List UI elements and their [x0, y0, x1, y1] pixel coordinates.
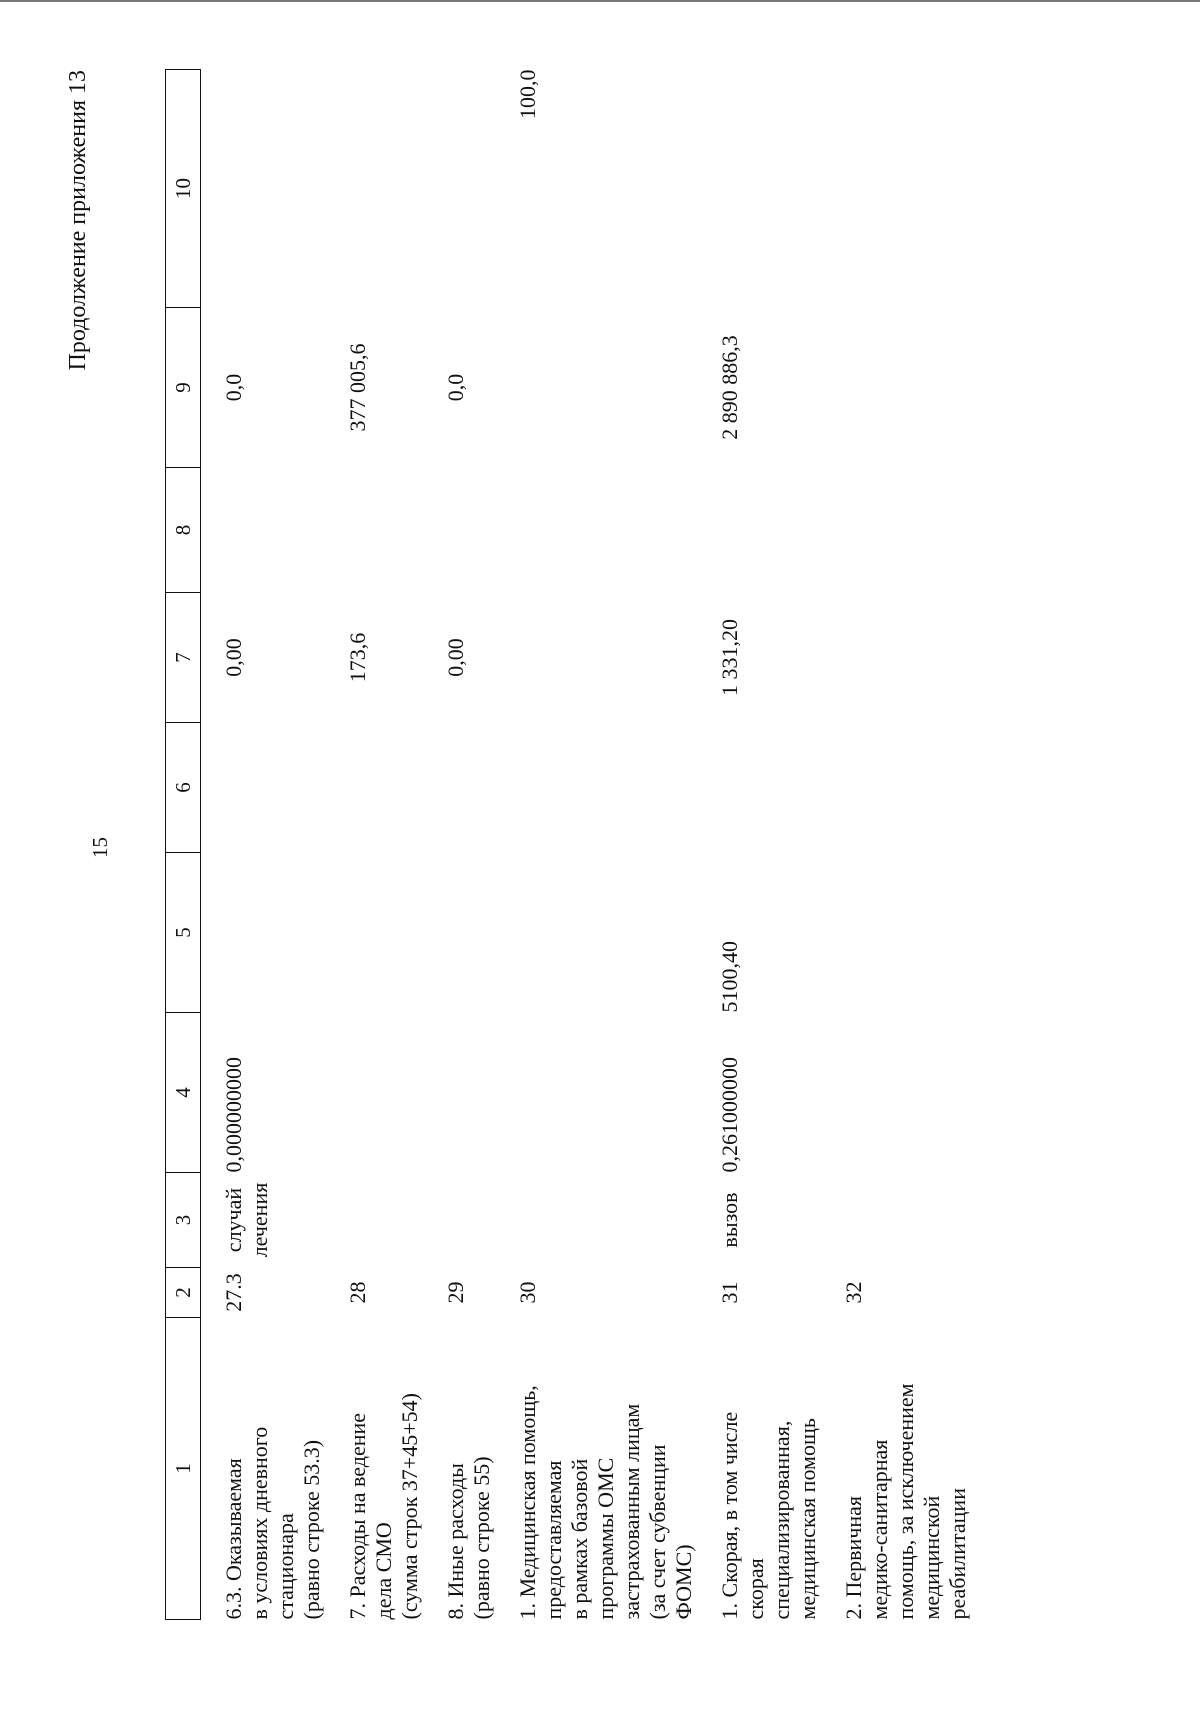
column-header-1: 1: [166, 1318, 201, 1620]
column-header-7: 7: [166, 593, 201, 723]
cell-col-9: 0,0: [443, 373, 468, 402]
unit-cell: [201, 1173, 326, 1268]
cell-col-4: [821, 1013, 971, 1173]
row-name-line: в условиях дневного: [247, 1426, 272, 1620]
row-name-line: реабилитации: [945, 1488, 970, 1620]
cell-col-4: [495, 1013, 697, 1173]
cell-col-7: 1 331,20: [717, 619, 742, 696]
unit-line: лечения: [247, 1182, 272, 1258]
row-name: [495, 1318, 697, 1620]
cell-col-9: [495, 308, 697, 468]
cell-col-8: [325, 468, 423, 593]
column-number-row: [166, 70, 201, 1620]
cell-col-7: 173,6: [345, 632, 370, 683]
column-header-2: 2: [166, 1268, 201, 1318]
scan-top-edge: [0, 0, 1200, 2]
page-number: 15: [88, 837, 112, 858]
unit-cell: [697, 1173, 821, 1268]
row-name: [821, 1318, 971, 1620]
row-name-line: 8. Иные расходы: [443, 1463, 468, 1620]
row-number: 30: [515, 1281, 540, 1304]
unit-cell: [325, 1173, 423, 1268]
cell-col-9: 0,0: [221, 373, 246, 402]
row-name-line: (за счет субвенции: [645, 1444, 670, 1620]
row-name-line: специализированная,: [769, 1420, 794, 1620]
row-name-line: дела СМО: [371, 1522, 396, 1620]
table-header: [166, 70, 201, 1620]
cell-col-9: 2 890 886,3: [717, 335, 742, 440]
cell-col-5: [423, 853, 495, 1013]
cell-col-10: [201, 70, 326, 308]
row-name-line: медицинская помощь: [795, 1418, 820, 1620]
row-name-line: в рамках базовой: [567, 1458, 592, 1620]
cell-col-5: 5100,40: [717, 941, 742, 1013]
row-name-line: помощь, за исключением: [893, 1383, 918, 1620]
cell-col-5: [821, 853, 971, 1013]
cell-col-5: [325, 853, 423, 1013]
cell-col-7: [495, 593, 697, 723]
unit-cell: [495, 1173, 697, 1268]
row-name-line: программы ОМС: [593, 1457, 618, 1620]
column-header-5: 5: [166, 853, 201, 1013]
row-number: 28: [345, 1281, 370, 1304]
row-name: [325, 1318, 423, 1620]
row-name-line: 6.3. Оказываемая: [221, 1458, 246, 1620]
cell-col-8: [201, 468, 326, 593]
column-header-4: 4: [166, 1013, 201, 1173]
cell-col-7: 0,00: [443, 638, 468, 677]
cell-col-6: [423, 723, 495, 853]
column-header-3: 3: [166, 1173, 201, 1268]
row-name-line: 1. Медицинская помощь,: [515, 1385, 540, 1620]
cell-col-9: 377 005,6: [345, 343, 370, 432]
row-name: [201, 1318, 326, 1620]
table-row: [201, 70, 326, 1620]
table-body: [201, 70, 972, 1620]
row-name-line: стационара: [273, 1513, 298, 1620]
cell-col-6: [495, 723, 697, 853]
column-header-9: 9: [166, 308, 201, 468]
row-name-line: 7. Расходы на ведение: [345, 1412, 370, 1620]
continuation-caption: Продолжение приложения 13: [65, 70, 91, 371]
data-table: [165, 69, 971, 1620]
cell-col-8: [423, 468, 495, 593]
row-name: [697, 1318, 821, 1620]
cell-col-7: [821, 593, 971, 723]
cell-col-10: [325, 70, 423, 308]
row-number: 31: [717, 1281, 742, 1304]
row-name: [423, 1318, 495, 1620]
column-header-10: 10: [166, 70, 201, 308]
cell-col-10: [423, 70, 495, 308]
row-number: 32: [841, 1281, 866, 1304]
unit-cell: [821, 1173, 971, 1268]
row-name-line: (сумма строк 37+45+54): [397, 1393, 422, 1620]
row-name-line: застрахованным лицам: [619, 1403, 644, 1620]
cell-col-4: [423, 1013, 495, 1173]
row-name-line: медицинской: [919, 1495, 944, 1620]
row-name-line: 2. Первичная: [841, 1495, 866, 1620]
cell-col-6: [325, 723, 423, 853]
row-name-line: 1. Скорая, в том числе: [717, 1411, 742, 1620]
cell-col-10: [821, 70, 971, 308]
cell-col-8: [821, 468, 971, 593]
cell-col-6: [697, 723, 821, 853]
table-row: [821, 70, 971, 1620]
cell-col-6: [201, 723, 326, 853]
cell-col-7: 0,00: [221, 638, 246, 677]
cell-col-4: 0,261000000: [717, 1057, 742, 1173]
cell-col-10: 100,0: [515, 69, 540, 119]
cell-col-5: [495, 853, 697, 1013]
unit-cell: [423, 1173, 495, 1268]
row-name-line: скорая: [743, 1558, 768, 1620]
cell-col-5: [201, 853, 326, 1013]
row-name-line: (равно строке 55): [469, 1456, 494, 1620]
cell-col-4: 0,000000000: [221, 1057, 246, 1173]
unit-line: вызов: [717, 1192, 742, 1248]
table-row: [325, 70, 423, 1620]
cell-col-8: [697, 468, 821, 593]
table-row: [495, 70, 697, 1620]
cell-col-10: [697, 70, 821, 308]
row-name-line: предоставляемая: [541, 1460, 566, 1620]
table-row: [697, 70, 821, 1620]
row-number: 29: [443, 1281, 468, 1304]
row-number: 27.3: [221, 1273, 246, 1312]
cell-col-8: [495, 468, 697, 593]
column-header-8: 8: [166, 468, 201, 593]
row-name-line: медико-санитарная: [867, 1439, 892, 1620]
unit-line: случай: [221, 1187, 246, 1253]
table-row: [423, 70, 495, 1620]
row-name-line: ФОМС): [671, 1544, 696, 1620]
cell-col-6: [821, 723, 971, 853]
cell-col-4: [325, 1013, 423, 1173]
row-name-line: (равно строке 53.3): [299, 1439, 324, 1620]
cell-col-9: [821, 308, 971, 468]
column-header-6: 6: [166, 723, 201, 853]
